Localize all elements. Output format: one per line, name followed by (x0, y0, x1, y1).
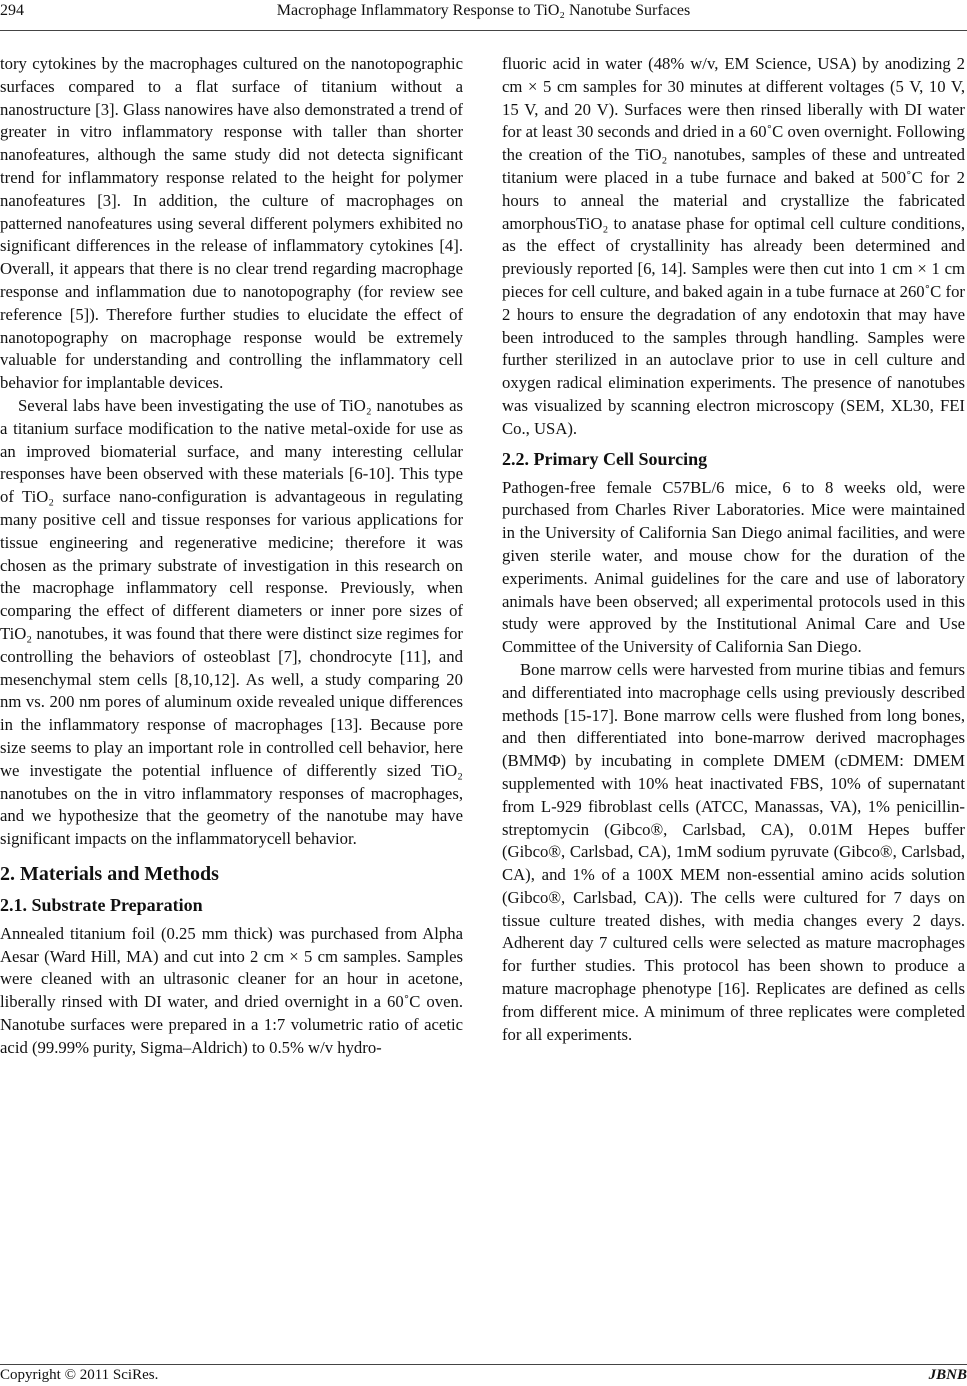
header-rule (0, 30, 967, 31)
section-heading: 2. Materials and Methods (0, 862, 219, 885)
journal-abbreviation: JBNB (928, 1367, 967, 1383)
paragraph: Several labs have been investigating the use of TiO₂ nanotubes as a titanium surface modification to the native metal-oxide for use as an improved biomaterial surface, and many interesting cellular responses have been observed with these materials [6-10]. This type of TiO₂ surface nano-configuration is advantageous in regulating many positive cell and tissue responses for various applications for tissue engineering and regenerative medicine; therefore it was chosen as the primary substrate of investigation in this research on the macrophage inflammatory cell response. Previously, when comparing the effect of different diameters or inner pore sizes of TiO₂ nanotubes, it was found that there were distinct size regimes for controlling the behaviors of osteoblast [7], chondrocyte [11], and mesenchymal stem cells [8,10,12]. As well, a study comparing 20 nm vs. 200 nm pores of aluminum oxide revealed unique differences in the inflammatory response of macrophages [13]. Because pore size seems to play an important role in controlled cell behavior, here we investigate the potential influence of differently sized TiO₂ nanotubes on the in vitro inflammatory responses of macrophages, and we hypothesize that the geometry of the nanotube may have significant impacts on the inflammatorycell behavior. (0, 395, 463, 849)
paragraph: tory cytokines by the macrophages cultured on the nanotopographic surfaces compared to a flat surface of titanium without a nanostructure [3]. Glass nanowires have also demonstrated a trend of greater in vitro inflammatory response with taller than shorter nanofeatures, although the same study did not detecta significant trend for inflammatory response related to the height for polymer nanofeatures [3]. In addition, the culture of macrophages on patterned nanofeatures using several different polymers exhibited no significant differences in the release of inflammatory cytokines [4]. Overall, it appears that there is no clear trend regarding macrophage response and inflammation due to nanotopography (for review see reference [5]). Therefore further studies to elucidate the effect of nanotopography on macrophage response would be extremely valuable for understanding and controlling the inflammatory cell behavior for implantable devices. (0, 54, 463, 393)
footer-rule (0, 1364, 967, 1365)
page-number: 294 (0, 2, 24, 19)
copyright-notice: Copyright © 2011 SciRes. (0, 1367, 159, 1383)
paragraph: Pathogen-free female C57BL/6 mice, 6 to 8 weeks old, were purchased from Charles River Laboratories. Mice were maintained in the University of California San Diego animal facilities, and were given sterile water, and mouse chow for the duration of the experiments. Animal guidelines for the care and use of laboratory animals have been observed; all experimental protocols used in this study were approved by the Institutional Animal Care and Use Committee of the University of California San Diego. (502, 477, 965, 657)
subsection-heading: 2.1. Substrate Preparation (0, 894, 203, 915)
running-title: Macrophage Inflammatory Response to TiO₂ Nanotube Surfaces (276, 2, 691, 19)
paragraph: Bone marrow cells were harvested from murine tibias and femurs and differentiated into macrophage cells using previously described methods [15-17]. Bone marrow cells were flushed from long bones, and then differentiated into bone-marrow derived macrophages (BMMΦ) by incubating in complete DMEM (cDMEM: DMEM supplemented with 10% heat inactivated FBS, 10% of supernatant from L-929 fibroblast cells (ATCC, Manassas, VA), 1% penicillin-streptomycin (Gibco®, Carlsbad, CA), 0.01M Hepes buffer (Gibco®, Carlsbad, CA), 1mM sodium pyruvate (Gibco®, Carlsbad, CA), and 1% of a 100X MEM non-essential amino acids solution (Gibco®, Carlsbad, CA)). The cells were cultured for 7 days on tissue culture treated dishes, with media changes every 2 days. Adherent day 7 cultured cells were selected as mature macrophages for further studies. This protocol has been shown to produce a mature macrophage phenotype [16]. Replicates are defined as cells from different mice. A minimum of three replicates were completed for all experiments. (502, 659, 965, 1044)
paragraph: fluoric acid in water (48% w/v, EM Science, USA) by anodizing 2 cm × 5 cm samples for 30 minutes at different voltages (5 V, 10 V, 15 V, and 20 V). Surfaces were then rinsed liberally with DI water for at least 30 seconds and dried in a 60˚C oven overnight. Following the creation of the TiO₂ nanotubes, samples of these and untreated titanium were placed in a tube furnace and baked at 500˚C for 2 hours to anneal the material and crystallize the fabricated amorphousTiO₂ to anatase phase for optimal cell culture conditions, as the effect of crystallinity has already been determined and previously reported [6, 14]. Samples were then cut into 1 cm × 1 cm pieces for cell culture, and baked again in a tube furnace at 260˚C for 2 hours to ensure the degradation of any endotoxin that may have been introduced to the samples through handling. Samples were further sterilized in an autoclave prior to use in cell culture and oxygen radical elimination experiments. The presence of nanotubes was visualized by scanning electron microscopy (SEM, XL30, FEI Co., USA). (502, 54, 965, 438)
subsection-heading: 2.2. Primary Cell Sourcing (502, 448, 708, 469)
paragraph: Annealed titanium foil (0.25 mm thick) was purchased from Alpha Aesar (Ward Hill, MA) and cut into 2 cm × 5 cm samples. Samples were cleaned with an ultrasonic cleaner for an hour in acetone, liberally rinsed with DI water, and dried overnight in a 60˚C oven. Nanotube surfaces were prepared in a 1:7 volumetric ratio of acetic acid (99.99% purity, Sigma–Aldrich) to 0.5% w/v hydro- (0, 923, 463, 1057)
left-column (0, 53, 463, 1060)
right-column (502, 53, 965, 1046)
